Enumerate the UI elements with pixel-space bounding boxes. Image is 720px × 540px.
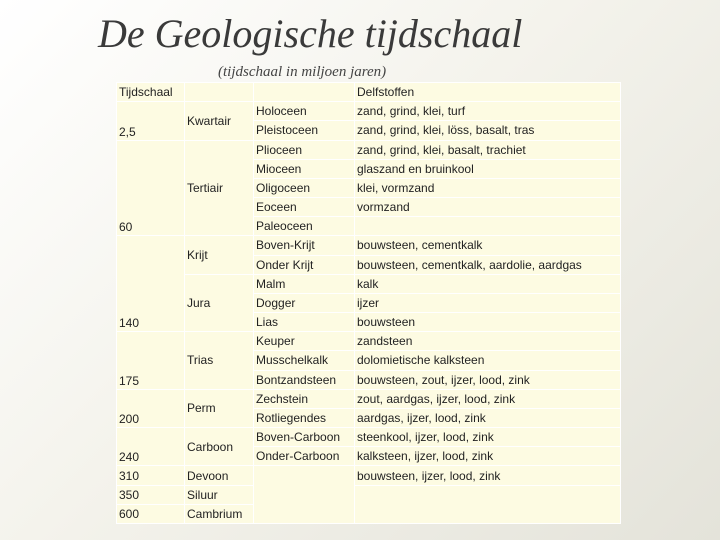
resources-cell: zand, grind, klei, basalt, trachiet	[355, 140, 621, 159]
table-row	[117, 485, 621, 504]
resources-cell: dolomietische kalksteen	[355, 351, 621, 370]
time-label: 175	[117, 332, 185, 390]
resources-cell: steenkool, ijzer, lood, zink	[355, 428, 621, 447]
epoch-cell: Plioceen	[254, 140, 355, 159]
epoch-cell: Onder-Carboon	[254, 447, 355, 466]
epoch-cell: Boven-Carboon	[254, 428, 355, 447]
table-row	[117, 428, 621, 447]
period-cell: Perm	[185, 389, 254, 427]
time-label: 200	[117, 389, 185, 427]
resources-cell: ijzer	[355, 293, 621, 312]
epoch-cell: Boven-Krijt	[254, 236, 355, 255]
time-label: 310	[117, 466, 185, 485]
header-epoch	[254, 83, 355, 102]
resources-cell: zand, grind, klei, löss, basalt, tras	[355, 121, 621, 140]
epoch-cell: Oligoceen	[254, 178, 355, 197]
resources-cell: zout, aardgas, ijzer, lood, zink	[355, 389, 621, 408]
period-cell: Carboon	[185, 428, 254, 466]
epoch-cell: Paleoceen	[254, 217, 355, 236]
period-cell: Trias	[185, 332, 254, 390]
time-label: 140	[117, 236, 185, 332]
resources-cell	[355, 217, 621, 236]
epoch-cell: Pleistoceen	[254, 121, 355, 140]
resources-cell: glaszand en bruinkool	[355, 159, 621, 178]
time-label: 240	[117, 428, 185, 466]
epoch-cell: Bontzandsteen	[254, 370, 355, 389]
period-cell: Tertiair	[185, 140, 254, 236]
resources-cell: bouwsteen, zout, ijzer, lood, zink	[355, 370, 621, 389]
resources-cell: aardgas, ijzer, lood, zink	[355, 408, 621, 427]
epoch-cell: Lias	[254, 313, 355, 332]
period-cell: Krijt	[185, 236, 254, 274]
epoch-cell: Malm	[254, 274, 355, 293]
slide-subtitle: (tijdschaal in miljoen jaren)	[218, 64, 387, 80]
table-row	[117, 140, 621, 159]
resources-cell	[355, 485, 621, 523]
resources-cell: kalk	[355, 274, 621, 293]
epoch-cell: Mioceen	[254, 159, 355, 178]
time-label: 60	[117, 140, 185, 236]
resources-cell: klei, vormzand	[355, 178, 621, 197]
header-resources: Delfstoffen	[355, 83, 621, 102]
table-row	[117, 236, 621, 255]
header-time-scale: Tijdschaal	[117, 83, 185, 102]
epoch-cell: Onder Krijt	[254, 255, 355, 274]
table-row	[117, 274, 621, 293]
epoch-cell: Dogger	[254, 293, 355, 312]
time-label: 600	[117, 504, 185, 523]
resources-cell: bouwsteen, cementkalk, aardolie, aardgas	[355, 255, 621, 274]
resources-cell: bouwsteen, cementkalk	[355, 236, 621, 255]
time-label: 2,5	[117, 102, 185, 140]
slide-title: De Geologische tijdschaal	[98, 11, 523, 56]
period-cell: Kwartair	[185, 102, 254, 140]
epoch-cell: Keuper	[254, 332, 355, 351]
table-header-row	[117, 83, 621, 102]
epoch-cell	[254, 466, 355, 524]
epoch-cell: Holoceen	[254, 102, 355, 121]
period-cell: Devoon	[185, 466, 254, 485]
period-cell: Siluur	[185, 485, 254, 504]
geologic-time-table	[116, 82, 621, 524]
table-row	[117, 389, 621, 408]
epoch-cell: Eoceen	[254, 198, 355, 217]
period-cell: Cambrium	[185, 504, 254, 523]
table-row	[117, 102, 621, 121]
epoch-cell: Rotliegendes	[254, 408, 355, 427]
epoch-cell: Zechstein	[254, 389, 355, 408]
time-label: 350	[117, 485, 185, 504]
resources-cell: zandsteen	[355, 332, 621, 351]
resources-cell: bouwsteen	[355, 313, 621, 332]
resources-cell: kalksteen, ijzer, lood, zink	[355, 447, 621, 466]
resources-cell: zand, grind, klei, turf	[355, 102, 621, 121]
table-row	[117, 466, 621, 485]
table-row	[117, 332, 621, 351]
resources-cell: vormzand	[355, 198, 621, 217]
header-period	[185, 83, 254, 102]
period-cell: Jura	[185, 274, 254, 332]
epoch-cell: Musschelkalk	[254, 351, 355, 370]
resources-cell: bouwsteen, ijzer, lood, zink	[355, 466, 621, 485]
